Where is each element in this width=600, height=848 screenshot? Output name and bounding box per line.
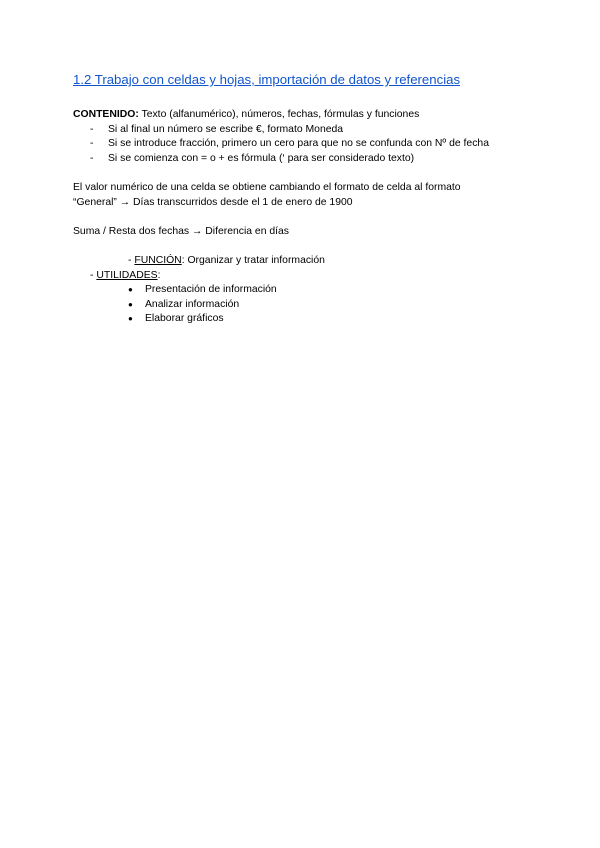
section-title-link[interactable]: 1.2 Trabajo con celdas y hojas, importación de datos y referencias [73,72,461,87]
list-item-text: Si se introduce fracción, primero un cero para que no se confunda con Nº de fecha [108,138,489,150]
bullet-icon: ● [128,314,133,324]
utilidades-label: UTILIDADES [96,269,158,281]
utilidades-text: : [157,269,161,281]
list-item [73,283,543,298]
list-item-text: Si se comienza con = o + es fórmula (‘ para ser considerado texto) [108,152,415,164]
valor-line-2: “General” → Días transcurridos desde el 1 de enero de 1900 [73,196,353,208]
funcion-prefix: - [128,254,135,266]
contenido-text: Texto (alfanumérico), números, fechas, fórmulas y funciones [138,109,420,120]
utilidades-prefix: - [90,269,97,281]
funcion-line [73,254,543,269]
list-item-text: Analizar información [145,298,240,310]
spacer [73,239,543,254]
bullet-icon: ● [128,299,133,309]
contenido-line [73,108,543,123]
list-item [73,152,543,167]
funcion-label: FUNCIÓN [134,254,182,266]
suma-line: Suma / Resta dos fechas → Diferencia en días [73,225,290,237]
spacer [73,166,543,181]
contenido-label: CONTENIDO: [73,109,139,120]
document-body [73,108,543,327]
funcion-text: : Organizar y tratar información [181,254,325,266]
dash-marker: - [90,138,94,150]
valor-line-1: El valor numérico de una celda se obtiene cambiando el formato de celda al formato [73,181,461,193]
bullet-icon: ● [128,285,133,295]
list-item [73,298,543,313]
list-item [73,137,543,152]
list-item [73,123,543,138]
list-item-text: Presentación de información [145,284,277,296]
dash-marker: - [90,123,94,135]
list-item [73,312,543,327]
dash-marker: - [90,152,94,164]
spacer [73,210,543,225]
list-item-text: Si al final un número se escribe €, formato Moneda [108,123,344,135]
list-item-text: Elaborar gráficos [145,313,224,325]
utilidades-line [73,269,543,284]
